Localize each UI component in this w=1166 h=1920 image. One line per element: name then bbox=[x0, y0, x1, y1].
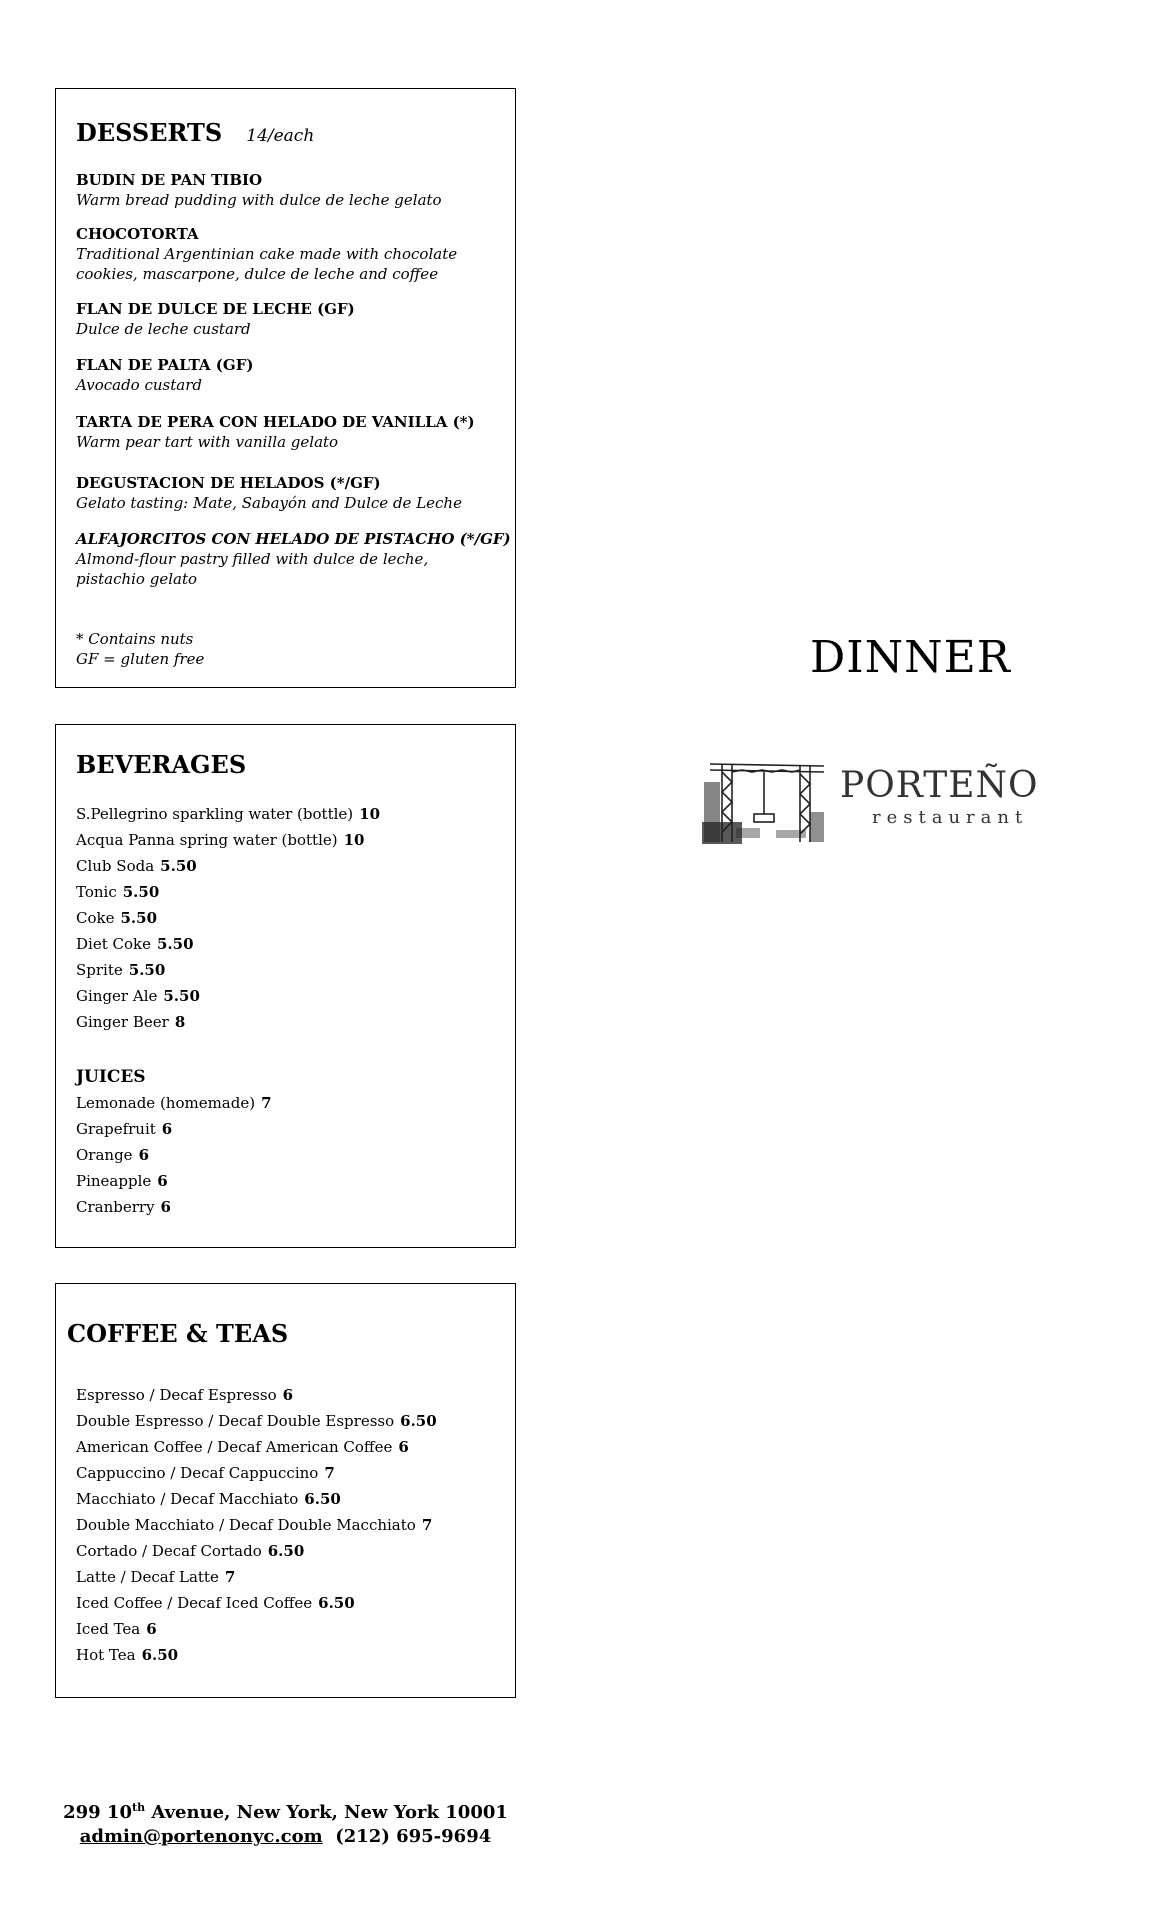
brand-subtitle: restaurant bbox=[872, 807, 1029, 828]
phone-number: (212) 695-9694 bbox=[335, 1826, 492, 1847]
coffee-name: American Coffee / Decaf American Coffee bbox=[76, 1438, 393, 1456]
juice-name: Orange bbox=[76, 1146, 133, 1164]
dessert-description: Warm pear tart with vanilla gelato bbox=[76, 433, 339, 451]
juice-name: Grapefruit bbox=[76, 1120, 156, 1138]
juice-price: 6 bbox=[160, 1198, 171, 1216]
beverage-price: 10 bbox=[343, 831, 365, 849]
beverage-price: 5.50 bbox=[160, 857, 197, 875]
desserts-heading bbox=[76, 119, 501, 150]
dessert-name: FLAN DE DULCE DE LECHE (GF) bbox=[76, 300, 355, 318]
coffee-item bbox=[76, 1486, 505, 1512]
coffee-name: Double Espresso / Decaf Double Espresso bbox=[76, 1412, 395, 1430]
beverage-price: 8 bbox=[174, 1013, 186, 1031]
dessert-name: BUDIN DE PAN TIBIO bbox=[76, 171, 263, 189]
juice-item bbox=[76, 1194, 505, 1220]
coffee-item bbox=[76, 1382, 505, 1408]
beverage-name: Sprite bbox=[76, 961, 123, 979]
dessert-item bbox=[76, 529, 511, 589]
address-ordinal: th bbox=[131, 1801, 146, 1814]
beverage-item bbox=[76, 905, 505, 931]
coffee-item bbox=[76, 1538, 505, 1564]
dessert-description: Warm bread pudding with dulce de leche gelato bbox=[76, 191, 442, 209]
juice-item bbox=[76, 1090, 505, 1116]
address bbox=[55, 1796, 516, 1825]
juice-price: 6 bbox=[138, 1146, 149, 1164]
beverage-item bbox=[76, 983, 505, 1009]
dessert-notes bbox=[76, 629, 204, 669]
coffee-name: Cortado / Decaf Cortado bbox=[76, 1542, 262, 1560]
beverage-price: 5.50 bbox=[128, 961, 166, 979]
coffee-name: Latte / Decaf Latte bbox=[76, 1568, 219, 1586]
coffee-name: Espresso / Decaf Espresso bbox=[76, 1386, 277, 1404]
coffee-section bbox=[55, 1283, 516, 1698]
bridge-illustration-icon bbox=[702, 752, 832, 852]
coffee-item bbox=[76, 1512, 505, 1538]
dessert-description: Gelato tasting: Mate, Sabayón and Dulce de Leche bbox=[76, 494, 462, 512]
beverage-price: 5.50 bbox=[163, 987, 200, 1005]
coffee-item bbox=[76, 1616, 505, 1642]
dessert-description: Avocado custard bbox=[76, 376, 202, 394]
beverages-title: BEVERAGES bbox=[76, 750, 247, 779]
coffee-price: 7 bbox=[324, 1464, 335, 1482]
juice-item bbox=[76, 1116, 505, 1142]
beverages-list bbox=[76, 801, 505, 1035]
coffee-price: 6.50 bbox=[267, 1542, 305, 1560]
beverage-price: 5.50 bbox=[120, 909, 158, 927]
juice-price: 6 bbox=[161, 1120, 173, 1138]
nuts-note: * Contains nuts bbox=[76, 630, 194, 648]
beverage-name: Club Soda bbox=[76, 857, 155, 875]
coffee-item bbox=[76, 1460, 505, 1486]
coffee-price: 6.50 bbox=[318, 1594, 355, 1612]
beverage-price: 10 bbox=[359, 805, 381, 823]
coffee-item bbox=[76, 1642, 505, 1668]
dessert-name: DEGUSTACION DE HELADOS (*/GF) bbox=[76, 474, 381, 492]
beverage-price: 5.50 bbox=[122, 883, 160, 901]
juice-item bbox=[76, 1168, 505, 1194]
beverage-name: Diet Coke bbox=[76, 935, 151, 953]
coffee-price: 6 bbox=[146, 1620, 157, 1638]
coffee-price: 6 bbox=[282, 1386, 294, 1404]
dessert-name: CHOCOTORTA bbox=[76, 225, 199, 243]
brand-name: PORTEÑO bbox=[840, 765, 1039, 806]
restaurant-logo bbox=[702, 752, 1062, 852]
juices-title: JUICES bbox=[76, 1067, 146, 1087]
beverage-item bbox=[76, 879, 505, 905]
beverage-name: Ginger Beer bbox=[76, 1013, 169, 1031]
dessert-description: Almond-flour pastry filled with dulce de leche, pistachio gelato bbox=[76, 550, 429, 588]
coffee-name: Cappuccino / Decaf Cappuccino bbox=[76, 1464, 319, 1482]
desserts-price-note: 14/each bbox=[246, 126, 315, 146]
beverage-name: Ginger Ale bbox=[76, 987, 158, 1005]
coffee-name: Iced Coffee / Decaf Iced Coffee bbox=[76, 1594, 313, 1612]
juices-list bbox=[76, 1090, 505, 1220]
juice-name: Pineapple bbox=[76, 1172, 152, 1190]
dessert-name: ALFAJORCITOS CON HELADO DE PISTACHO (*/GF) bbox=[76, 530, 511, 548]
coffee-list bbox=[76, 1382, 505, 1668]
beverages-section bbox=[55, 724, 516, 1248]
dessert-name: TARTA DE PERA CON HELADO DE VANILLA (*) bbox=[76, 413, 475, 431]
juice-name: Lemonade (homemade) bbox=[76, 1094, 256, 1112]
juice-item bbox=[76, 1142, 505, 1168]
footer bbox=[55, 1796, 516, 1849]
beverage-item bbox=[76, 1009, 505, 1035]
beverage-item bbox=[76, 827, 505, 853]
coffee-price: 6 bbox=[398, 1438, 409, 1456]
beverage-name: S.Pellegrino sparkling water (bottle) bbox=[76, 805, 354, 823]
coffee-price: 7 bbox=[224, 1568, 236, 1586]
gluten-free-note: GF = gluten free bbox=[76, 650, 205, 668]
beverage-name: Tonic bbox=[76, 883, 117, 901]
coffee-title: COFFEE & TEAS bbox=[67, 1319, 289, 1348]
coffee-item bbox=[76, 1590, 505, 1616]
juice-price: 6 bbox=[157, 1172, 168, 1190]
dessert-item bbox=[76, 224, 501, 284]
dessert-item bbox=[76, 412, 501, 452]
beverage-item bbox=[76, 853, 505, 879]
coffee-item bbox=[76, 1434, 505, 1460]
beverage-price: 5.50 bbox=[156, 935, 194, 953]
juice-name: Cranberry bbox=[76, 1198, 155, 1216]
coffee-price: 6.50 bbox=[141, 1646, 179, 1664]
address-number: 299 10 bbox=[63, 1802, 132, 1823]
beverage-name: Coke bbox=[76, 909, 115, 927]
dinner-title: DINNER bbox=[810, 632, 1011, 683]
dessert-item bbox=[76, 170, 501, 210]
dessert-item bbox=[76, 473, 501, 513]
beverage-item bbox=[76, 801, 505, 827]
dessert-description: Dulce de leche custard bbox=[76, 320, 251, 338]
coffee-price: 6.50 bbox=[304, 1490, 341, 1508]
dessert-description: Traditional Argentinian cake made with chocolate cookies, mascarpone, dulce de leche and coffee bbox=[76, 245, 458, 283]
dessert-item bbox=[76, 355, 501, 395]
coffee-price: 6.50 bbox=[400, 1412, 437, 1430]
address-street: Avenue, New York, New York 10001 bbox=[145, 1802, 508, 1823]
email-link[interactable]: admin@portenonyc.com bbox=[79, 1826, 323, 1847]
coffee-name: Iced Tea bbox=[76, 1620, 141, 1638]
beverage-item bbox=[76, 957, 505, 983]
coffee-item bbox=[76, 1408, 505, 1434]
desserts-title: DESSERTS bbox=[76, 118, 223, 147]
coffee-item bbox=[76, 1564, 505, 1590]
dessert-item bbox=[76, 299, 501, 339]
coffee-name: Macchiato / Decaf Macchiato bbox=[76, 1490, 299, 1508]
coffee-price: 7 bbox=[421, 1516, 433, 1534]
beverage-name: Acqua Panna spring water (bottle) bbox=[76, 831, 338, 849]
desserts-section bbox=[55, 88, 516, 688]
dessert-name: FLAN DE PALTA (GF) bbox=[76, 356, 254, 374]
contact-line bbox=[55, 1825, 516, 1849]
coffee-name: Double Macchiato / Decaf Double Macchiato bbox=[76, 1516, 416, 1534]
coffee-name: Hot Tea bbox=[76, 1646, 136, 1664]
juice-price: 7 bbox=[261, 1094, 272, 1112]
beverage-item bbox=[76, 931, 505, 957]
